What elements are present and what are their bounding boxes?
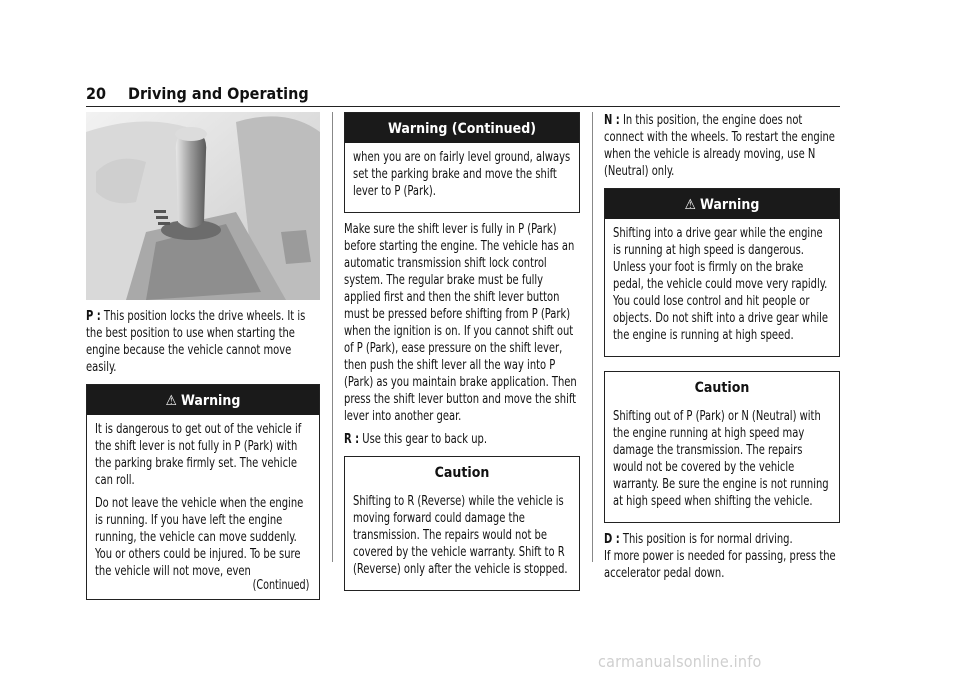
caution-text: Shifting to R (Reverse) while the vehicle is moving forward could damage the transmission. The repairs would not be covered by the vehicle warranty. Shift to R (Reverse) only after the vehicle is stopped. [353, 493, 568, 577]
n-label: N : [604, 112, 620, 128]
warning-title: Warning [699, 197, 760, 213]
warning-continued-text: when you are on fairly level ground, always set the parking brake and move the shift lever to P (Park). [353, 149, 571, 199]
shift-lever-photo [86, 112, 320, 300]
warning-text-1: It is dangerous to get out of the vehicle if the shift lever is not fully in P (Park) with the parking brake firmly set. The vehicle can roll. [95, 421, 302, 488]
warning-header [605, 189, 839, 219]
page-number: 20 [86, 84, 107, 103]
d-label: D : [604, 531, 620, 547]
n-position-text [604, 112, 840, 180]
p-description: This position locks the drive wheels. It is the best position to use when starting the engine because the vehicle cannot move easily. [86, 308, 306, 375]
caution-box [344, 456, 580, 591]
warning-continued-box [344, 112, 580, 213]
warning-text-2: Do not leave the vehicle when the engine is running. If you have left the engine running, the vehicle can move suddenly. You or others could be injured. To be sure the vehicle will not move, even [95, 495, 304, 579]
p-label: P : [86, 308, 101, 324]
p-position-text [86, 308, 320, 376]
continued-label: (Continued) [252, 578, 310, 593]
d-more-text: If more power is needed for passing, press the accelerator pedal down. [604, 548, 836, 581]
section-title: Driving and Operating [128, 84, 309, 103]
warning-title: Warning [180, 393, 241, 409]
warning-header [87, 385, 319, 415]
shift-lock-paragraph: Make sure the shift lever is fully in P (Park) before starting the engine. The vehicle has an automatic transmission shift lock control system. The regular brake must be fully applied first and then the shift lever button must be pressed before shifting from P (Park) when the ignition is on. If you cannot shift out of P (Park), ease pressure on the shift lever, then push the shift lever all the way into P (Park) as you maintain brake application. Then press the shift lever button and move the shift lever into another gear. [344, 221, 577, 424]
caution-header: Caution [605, 372, 839, 402]
d-description: This position is for normal driving. [622, 531, 793, 547]
column-2 [344, 112, 580, 599]
column-3 [604, 112, 840, 588]
r-position-text [344, 431, 580, 448]
page-header [86, 82, 840, 107]
column-1 [86, 112, 320, 608]
r-label: R : [344, 431, 360, 447]
n-description: In this position, the engine does not connect with the wheels. To restart the engine when the vehicle is already moving, use N (Neutral) only. [604, 112, 835, 179]
warning-box [86, 384, 320, 600]
caution-header: Caution [345, 457, 579, 487]
column-divider [592, 112, 593, 562]
warning-continued-header: Warning (Continued) [345, 113, 579, 143]
d-position-text [604, 531, 840, 548]
warning-triangle-icon: ⚠ [165, 393, 177, 409]
warning-triangle-icon: ⚠ [684, 197, 696, 213]
column-divider [332, 112, 333, 562]
caution-text: Shifting out of P (Park) or N (Neutral) with the engine running at high speed may damage the transmission. The repairs would not be covered by the vehicle warranty. Be sure the engine is not running at high speed when shifting the vehicle. [613, 408, 829, 509]
r-description: Use this gear to back up. [362, 431, 488, 447]
watermark: carmanualsonline.info [598, 652, 762, 671]
warning-box [604, 188, 840, 357]
caution-box [604, 371, 840, 523]
warning-text: Shifting into a drive gear while the engine is running at high speed is dangerous. Unless your foot is firmly on the brake pedal, the vehicle could move very rapidly. You could lose control and hit people or objects. Do not shift into a drive gear while the engine is running at high speed. [613, 225, 829, 343]
